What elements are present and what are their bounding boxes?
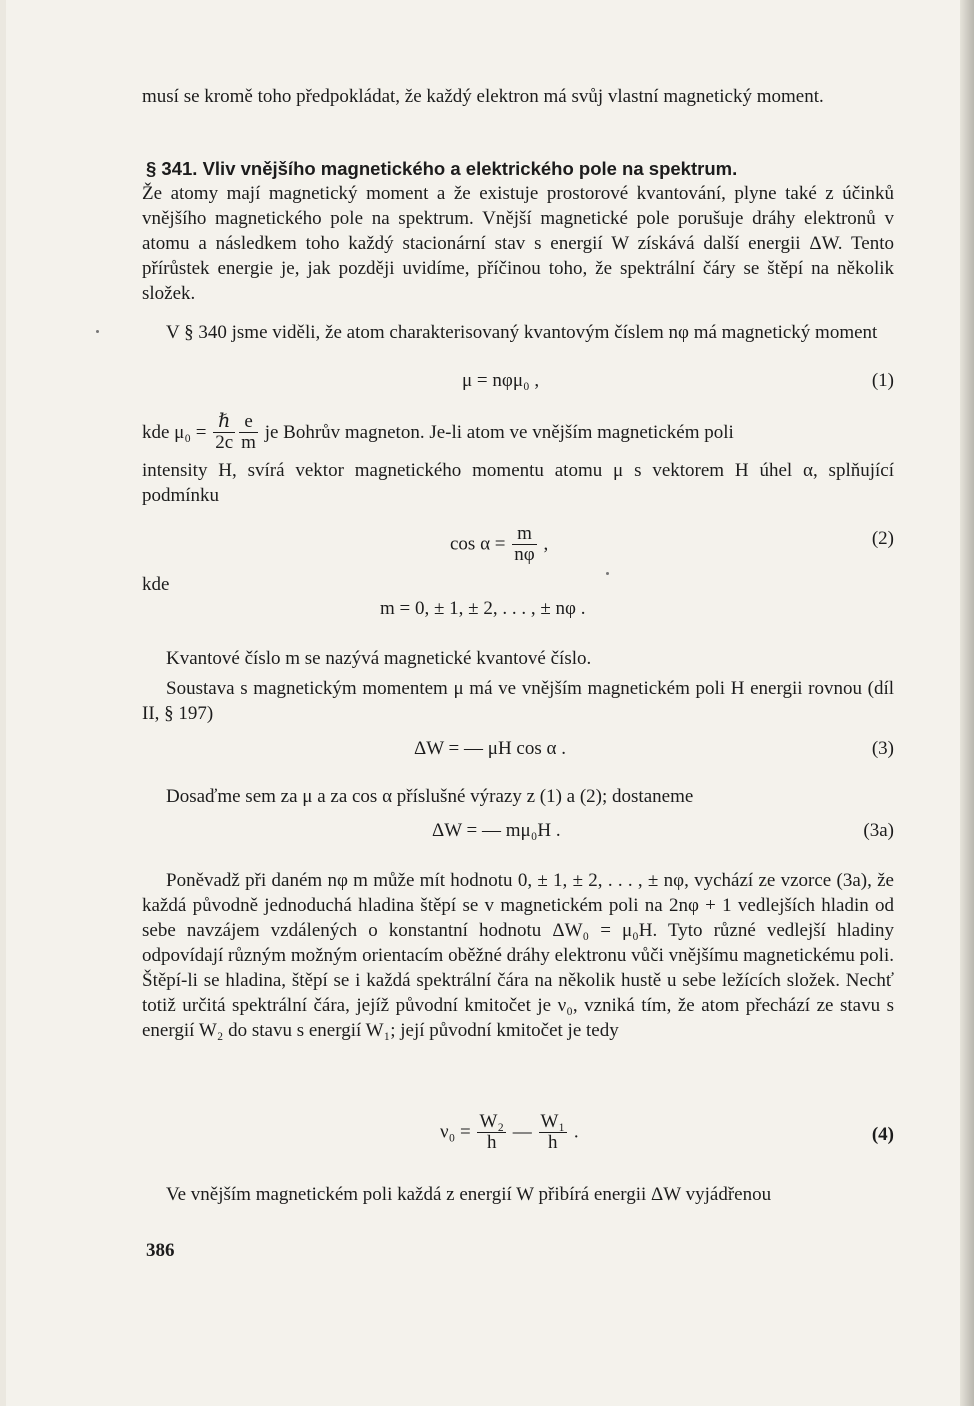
equation-2: [142, 520, 894, 570]
equation-2-number: (2): [871, 528, 894, 549]
word-kde: kde: [142, 574, 170, 595]
equation-m-expr: m = 0, ± 1, ± 2, . . . , ± nφ .: [380, 598, 586, 619]
equation-m-values: [142, 598, 894, 634]
equation-4-minus: —: [512, 1121, 532, 1143]
paragraph-intensity: intensity H, svírá vektor magnetického momentu atomu μ s vektorem H úhel α, splňující podmínku: [142, 460, 894, 506]
equation-1-number: (1): [871, 370, 894, 391]
equation-2-tail: ,: [543, 533, 549, 555]
paragraph-substitute: Dosaďme sem za μ a za cos α příslušné výrazy z (1) a (2); dostaneme: [166, 786, 694, 807]
equation-4-tail: .: [573, 1121, 579, 1143]
paragraph-energy: Soustava s magnetickým momentem μ má ve vnějším magnetickém poli H energii rovnou (díl II, § 197): [142, 678, 894, 724]
frac-denominator: 2c: [215, 432, 234, 453]
equation-3-number: (3): [871, 738, 894, 759]
margin-speck: [96, 330, 99, 333]
frac-numerator: m: [517, 523, 532, 544]
paragraph-magneton: [142, 412, 894, 508]
equation-3a-expr: ΔW = — mμ₀H .: [432, 820, 561, 841]
equation-4-fraction-w2: [477, 1112, 506, 1153]
equation-4-lhs: ν₀ =: [440, 1121, 471, 1143]
page-edge-left: [0, 0, 6, 1406]
equation-3a-number: (3a): [863, 820, 894, 841]
equation-3-expr: ΔW = — μH cos α .: [414, 738, 566, 759]
frac-numerator: W₁: [540, 1111, 566, 1132]
page-number: 386: [146, 1240, 175, 1261]
magneton-fraction-h: [213, 412, 235, 453]
equation-2-fraction: [512, 524, 536, 565]
frac-denominator: m: [241, 432, 256, 453]
magneton-lead: kde μ₀ =: [142, 422, 212, 443]
frac-numerator: W₂: [479, 1111, 504, 1132]
equation-1: [142, 370, 894, 406]
equation-4-expr: [440, 1112, 579, 1153]
frac-denominator: h: [539, 1132, 568, 1153]
equation-2-lhs: cos α =: [450, 533, 506, 555]
equation-3a: [142, 820, 894, 856]
equation-4-fraction-w1: [539, 1112, 568, 1153]
section-heading: § 341. Vliv vnějšího magnetického a elektrického pole na spektrum.: [146, 158, 738, 179]
frac-numerator: e: [244, 411, 253, 432]
frac-denominator: h: [477, 1132, 506, 1153]
paragraph-splitting: Poněvadž při daném nφ m může mít hodnotu 0, ± 1, ± 2, . . . , ± nφ, vychází ze vzorce (3a), že každá původně jednoduchá hladina štěpí se v magnetickém poli na 2nφ + 1 vedlejších hladin od sebe navzájem vzdálených o konstantní hodnotu ΔW₀ = μ₀H. Tyto různé vedlejší hladiny odpovídají různým možným orientacím oběžné dráhy elektronu vůči vnějšímu magnetickému poli. Štěpí-li se hladina, štěpí se i každá spektrální čára na několik hustě u sebe ležících složek. Nechť totiž určitá spektrální čára, jejíž původní kmitočet je ν₀, vzniká tím, že atom přechází ze stavu s energií W₂ do stavu s energií W₁; její původní kmitočet je tedy: [142, 870, 894, 1041]
equation-3: [142, 738, 894, 774]
magneton-line: [142, 412, 894, 456]
page-edge-right: [960, 0, 974, 1406]
frac-numerator: ℏ: [218, 411, 231, 432]
equation-4-number: (4): [871, 1124, 894, 1145]
margin-speck: [606, 572, 609, 575]
magneton-fraction-e: [239, 412, 258, 453]
paragraph-continuation: musí se kromě toho předpokládat, že každý elektron má svůj vlastní magnetický moment.: [142, 86, 824, 107]
paragraph-quantum-number: Kvantové číslo m se nazývá magnetické kvantové číslo.: [166, 648, 592, 669]
equation-1-expr: μ = nφμ₀ ,: [462, 370, 540, 391]
frac-denominator: nφ: [514, 544, 535, 565]
section-341: [142, 156, 894, 306]
equation-4: [142, 1112, 894, 1166]
magneton-tail: je Bohrův magneton. Je-li atom ve vnějším magnetickém poli: [259, 422, 734, 443]
paragraph-field: Ve vnějším magnetickém poli každá z energií W přibírá energii ΔW vyjádřenou: [166, 1184, 772, 1205]
paragraph-intro: Že atomy mají magnetický moment a že existuje prostorové kvantování, plyne také z účinků vnějšího magnetického pole na spektrum. Vnější magnetické pole porušuje dráhy elektronů v atomu a následkem toho každý stacionární stav s energií W získává další energii ΔW. Tento přírůstek energie je, jak později uvidíme, příčinou toho, že spektrální čáry se štěpí na několik složek.: [142, 183, 894, 304]
paragraph-atom-moment: V § 340 jsme viděli, že atom charakterisovaný kvantovým číslem nφ má magnetický moment: [166, 322, 878, 343]
equation-2-expr: [450, 524, 548, 565]
